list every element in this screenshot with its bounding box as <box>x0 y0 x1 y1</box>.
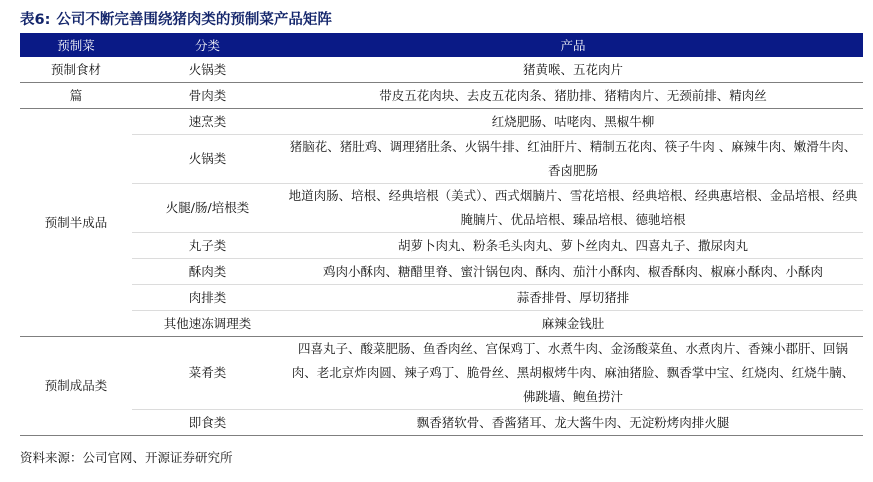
table-number: 表6: <box>20 12 51 28</box>
category-cell: 肉排类 <box>132 285 283 311</box>
category-cell: 酥肉类 <box>132 259 283 285</box>
table-row <box>20 83 863 109</box>
table-row <box>20 311 863 337</box>
table-row <box>20 410 863 436</box>
category-cell: 火锅类 <box>132 135 283 184</box>
products-cell: 猪黄喉、五花肉片 <box>283 57 863 83</box>
products-cell: 胡萝卜肉丸、粉条毛头肉丸、萝卜丝肉丸、四喜丸子、撒尿肉丸 <box>283 233 863 259</box>
products-cell: 蒜香排骨、厚切猪排 <box>283 285 863 311</box>
table-row <box>20 109 863 135</box>
group-cell: 预制成品类 <box>20 337 132 436</box>
category-cell: 火锅类 <box>132 57 283 83</box>
table-row <box>20 135 863 184</box>
table-row <box>20 57 863 83</box>
table-row <box>20 233 863 259</box>
group-cell: 预制食材 <box>20 57 132 83</box>
table-title-text: 公司不断完善围绕猪肉类的预制菜产品矩阵 <box>56 12 332 28</box>
products-cell: 带皮五花肉块、去皮五花肉条、猪肋排、猪精肉片、无颈前排、精肉丝 <box>283 83 863 109</box>
header-prepared-dish: 预制菜 <box>20 33 132 57</box>
category-cell: 即食类 <box>132 410 283 436</box>
products-cell: 鸡肉小酥肉、糖醋里脊、蜜汁锅包肉、酥肉、茄汁小酥肉、椒香酥肉、椒麻小酥肉、小酥肉 <box>283 259 863 285</box>
header-category: 分类 <box>132 33 283 57</box>
header-row <box>20 33 863 57</box>
category-cell: 骨肉类 <box>132 83 283 109</box>
table-title <box>20 8 332 32</box>
products-cell: 四喜丸子、酸菜肥肠、鱼香肉丝、宫保鸡丁、水煮牛肉、金汤酸菜鱼、水煮肉片、香辣小郡肝、回锅肉、老北京炸肉圆、辣子鸡丁、脆骨丝、黑胡椒烤牛肉、麻油猪脸、飘香掌中宝、红烧肉、红烧牛腩、佛跳墙、鲍鱼捞汁 <box>283 337 863 410</box>
products-cell: 麻辣金钱肚 <box>283 311 863 337</box>
table-row <box>20 184 863 233</box>
category-cell: 速烹类 <box>132 109 283 135</box>
products-cell: 猪脑花、猪肚鸡、调理猪肚条、火锅牛排、红油肝片、精制五花肉、筷子牛肉 、麻辣牛肉、嫩滑牛肉、香卤肥肠 <box>283 135 863 184</box>
header-products: 产品 <box>283 33 863 57</box>
products-cell: 飘香猪软骨、香酱猪耳、龙大酱牛肉、无淀粉烤肉排火腿 <box>283 410 863 436</box>
table-row <box>20 285 863 311</box>
table-row <box>20 259 863 285</box>
table-row <box>20 337 863 410</box>
group-cell: 预制半成品 <box>20 109 132 337</box>
product-matrix-table <box>20 33 863 436</box>
category-cell: 丸子类 <box>132 233 283 259</box>
group-cell: 篇 <box>20 83 132 109</box>
products-cell: 地道肉肠、培根、经典培根（美式）、西式烟腩片、雪花培根、经典培根、经典惠培根、金品培根、经典腌腩片、优品培根、臻品培根、德驰培根 <box>283 184 863 233</box>
products-cell: 红烧肥肠、咕咾肉、黑椒牛柳 <box>283 109 863 135</box>
category-cell: 菜肴类 <box>132 337 283 410</box>
category-cell: 火腿/肠/培根类 <box>132 184 283 233</box>
category-cell: 其他速冻调理类 <box>132 311 283 337</box>
source-note: 资料来源：公司官网、开源证券研究所 <box>20 450 233 465</box>
